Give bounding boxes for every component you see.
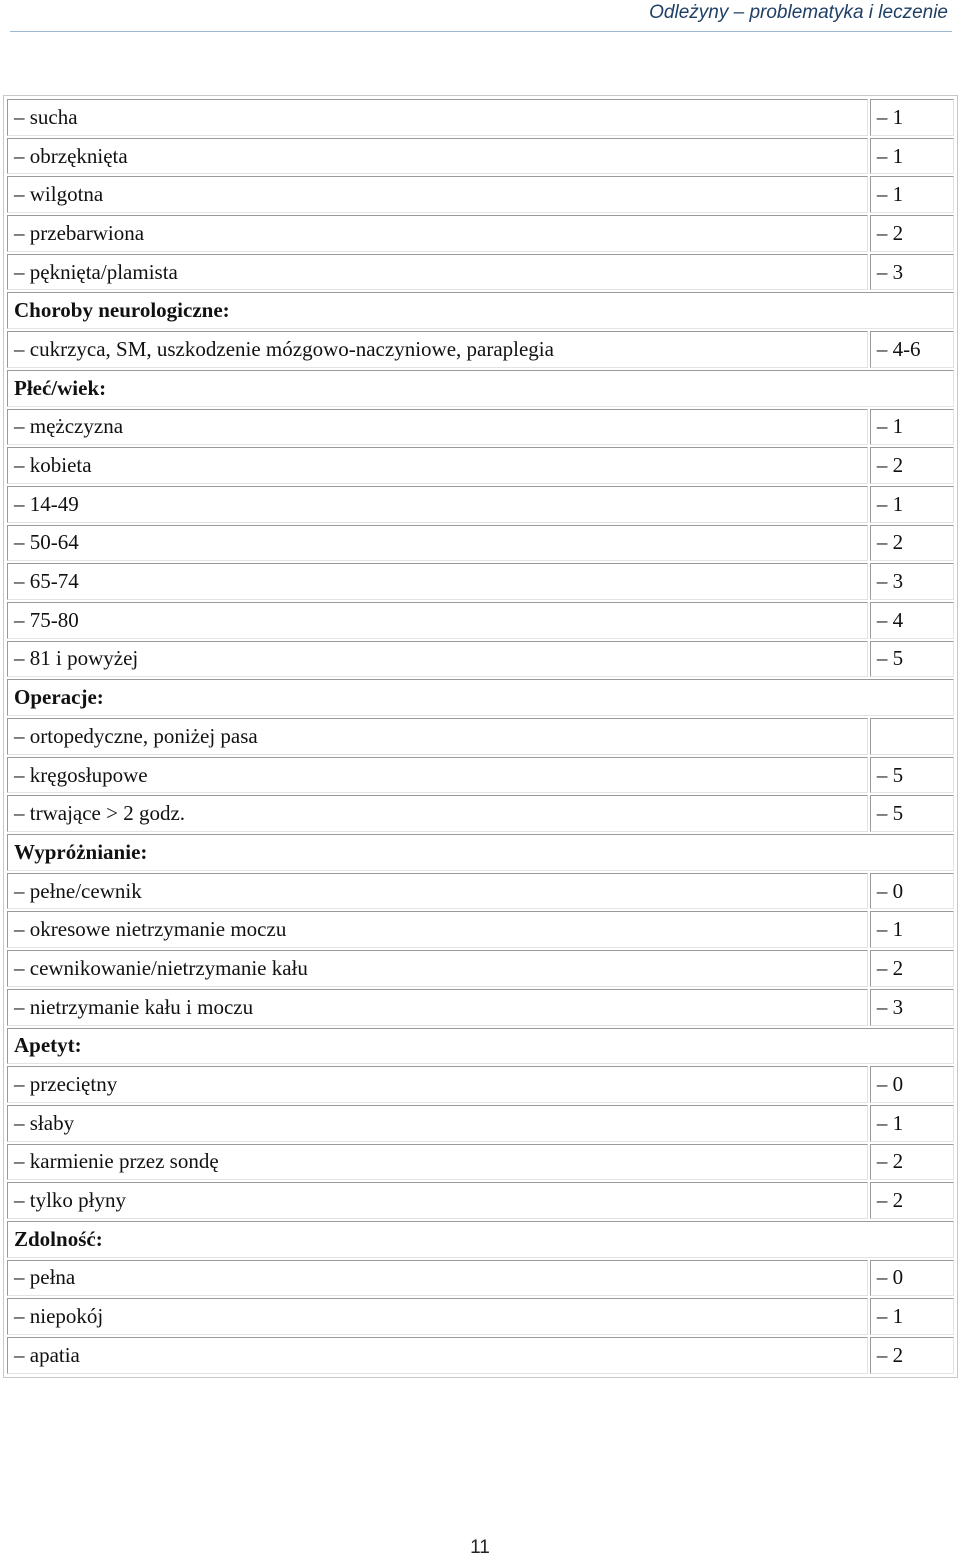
criterion-label: – 14-49 [7,486,868,523]
table-body [7,99,954,1374]
table-row [7,525,954,562]
criterion-label: – sucha [7,99,868,136]
table-row [7,602,954,639]
criterion-label: – cukrzyca, SM, uszkodzenie mózgowo-naczyniowe, paraplegia [7,331,868,368]
criterion-label: – apatia [7,1337,868,1374]
table-row [7,873,954,910]
table-row [7,447,954,484]
table-row [7,718,954,755]
section-header-row [7,370,954,407]
criterion-label: – obrzęknięta [7,138,868,175]
criterion-score: – 2 [870,525,954,562]
criterion-score: – 1 [870,138,954,175]
table-row [7,563,954,600]
criterion-score: – 1 [870,1298,954,1335]
criterion-label: – słaby [7,1105,868,1142]
table-row [7,409,954,446]
criterion-label: – nietrzymanie kału i moczu [7,989,868,1026]
table-row [7,1337,954,1374]
table-row [7,1260,954,1297]
criterion-score: – 0 [870,1066,954,1103]
table-row [7,215,954,252]
criterion-label: – kręgosłupowe [7,757,868,794]
section-header-row [7,834,954,871]
section-heading: Apetyt: [7,1028,954,1065]
table-row [7,1298,954,1335]
criterion-score: – 1 [870,486,954,523]
criterion-score: – 3 [870,563,954,600]
section-header-row [7,292,954,329]
criterion-score: – 5 [870,795,954,832]
criterion-label: – karmienie przez sondę [7,1144,868,1181]
criterion-label: – przebarwiona [7,215,868,252]
criterion-score: – 3 [870,989,954,1026]
criterion-score: – 2 [870,1182,954,1219]
criterion-label: – 50-64 [7,525,868,562]
table-row [7,176,954,213]
table-row [7,950,954,987]
table-row [7,989,954,1026]
criterion-score: – 1 [870,176,954,213]
criterion-score: – 5 [870,641,954,678]
criterion-score: – 1 [870,409,954,446]
criterion-label: – wilgotna [7,176,868,213]
table-row [7,795,954,832]
section-heading: Operacje: [7,679,954,716]
table-row [7,757,954,794]
section-heading: Płeć/wiek: [7,370,954,407]
criterion-score: – 2 [870,447,954,484]
criterion-label: – mężczyzna [7,409,868,446]
criterion-label: – kobieta [7,447,868,484]
section-heading: Choroby neurologiczne: [7,292,954,329]
criterion-score [870,718,954,755]
criterion-label: – 75-80 [7,602,868,639]
criterion-score: – 1 [870,1105,954,1142]
criterion-label: – cewnikowanie/nietrzymanie kału [7,950,868,987]
criterion-label: – 65-74 [7,563,868,600]
criterion-label: – tylko płyny [7,1182,868,1219]
criterion-label: – pęknięta/plamista [7,254,868,291]
table-row [7,138,954,175]
criterion-label: – trwające > 2 godz. [7,795,868,832]
criterion-label: – okresowe nietrzymanie moczu [7,911,868,948]
criterion-score: – 5 [870,757,954,794]
table-row [7,331,954,368]
table-row [7,1105,954,1142]
criterion-score: – 0 [870,1260,954,1297]
table-row [7,254,954,291]
criterion-score: – 1 [870,99,954,136]
table-row [7,486,954,523]
table-row [7,1144,954,1181]
section-heading: Wypróżnianie: [7,834,954,871]
section-header-row [7,1221,954,1258]
criterion-label: – ortopedyczne, poniżej pasa [7,718,868,755]
criterion-score: – 0 [870,873,954,910]
page-number: 11 [470,1537,490,1558]
section-heading: Zdolność: [7,1221,954,1258]
criterion-score: – 4 [870,602,954,639]
criterion-label: – przeciętny [7,1066,868,1103]
criterion-score: – 3 [870,254,954,291]
criterion-score: – 2 [870,215,954,252]
table-row [7,641,954,678]
criterion-label: – pełne/cewnik [7,873,868,910]
table-row [7,1066,954,1103]
header-divider [10,31,952,32]
criterion-score: – 2 [870,1337,954,1374]
section-header-row [7,679,954,716]
criterion-score: – 4-6 [870,331,954,368]
criterion-score: – 2 [870,950,954,987]
criterion-label: – 81 i powyżej [7,641,868,678]
table-row [7,99,954,136]
table-row [7,911,954,948]
criterion-label: – pełna [7,1260,868,1297]
section-header-row [7,1028,954,1065]
criterion-score: – 1 [870,911,954,948]
criterion-score: – 2 [870,1144,954,1181]
risk-criteria-table [3,95,958,1378]
running-header-title: Odleżyny – problematyka i leczenie [649,2,948,23]
table-row [7,1182,954,1219]
criterion-label: – niepokój [7,1298,868,1335]
